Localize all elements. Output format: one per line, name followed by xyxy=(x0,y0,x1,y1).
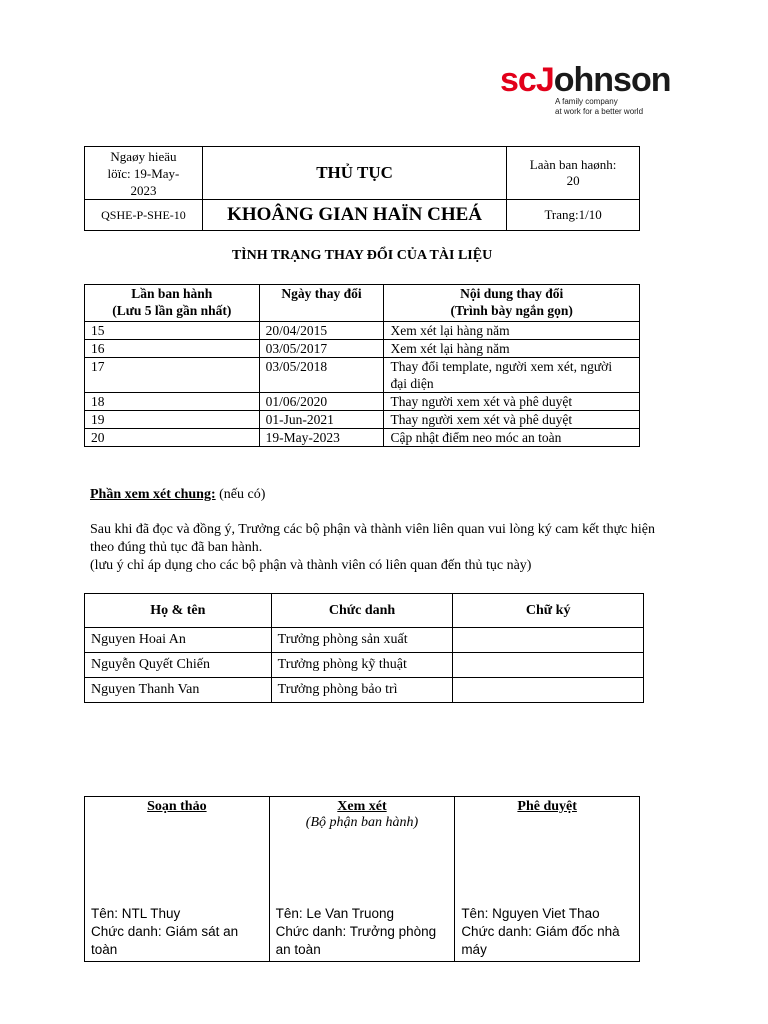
document-header-table xyxy=(84,146,640,231)
edition: Laàn ban haønh: 20 xyxy=(507,147,640,200)
approval-table xyxy=(84,796,640,962)
table-row: 15 20/04/2015 Xem xét lại hàng năm xyxy=(85,322,640,340)
table-row: 17 03/05/2018 Thay đổi template, người xem xét, người đại diện xyxy=(85,358,640,393)
table-row: 19 01-Jun-2021 Thay người xem xét và phê duyệt xyxy=(85,411,640,429)
revision-header-row xyxy=(85,285,640,322)
status-heading: TÌNH TRẠNG THAY ĐỔI CỦA TÀI LIỆU xyxy=(231,248,493,263)
review-text: Sau khi đã đọc và đồng ý, Trưởng các bộ phận và thành viên liên quan vui lòng ký cam kết thực hiện theo đúng thủ tục đã ban hành. (lưu ý chỉ áp dụng cho các bộ phận và thành viên có liên quan đến thủ tục này) xyxy=(90,522,655,573)
signature-cell[interactable] xyxy=(453,628,644,653)
doc-title: KHOÂNG GIAN HAÏN CHEÁ xyxy=(202,200,506,231)
doc-type: THỦ TỤC xyxy=(202,147,506,200)
approval-approved: Phê duyệt Tên: Nguyen Viet Thao Chức danh: Giám đốc nhà máy xyxy=(455,797,640,962)
doc-code: QSHE-P-SHE-10 xyxy=(85,200,203,231)
approval-reviewed: Xem xét (Bộ phận ban hành) Tên: Le Van Truong Chức danh: Trưởng phòng an toàn xyxy=(269,797,455,962)
company-logo xyxy=(500,62,670,122)
signature-cell[interactable] xyxy=(453,653,644,678)
logo-tagline: A family company at work for a better world xyxy=(555,97,644,116)
table-row: 20 19-May-2023 Cập nhật điểm neo móc an toàn xyxy=(85,429,640,447)
table-row: 18 01/06/2020 Thay người xem xét và phê duyệt xyxy=(85,393,640,411)
table-row: Nguyễn Quyết Chiến Trưởng phòng kỹ thuật xyxy=(85,653,644,678)
review-title: Phần xem xét chung: (nếu có) xyxy=(90,487,266,502)
logo-wordmark: scJohnson xyxy=(500,61,671,99)
table-row: Nguyen Hoai An Trưởng phòng sản xuất xyxy=(85,628,644,653)
signature-header-row: Họ & tên Chức danh Chữ ký xyxy=(85,594,644,628)
revision-table xyxy=(84,284,640,447)
revision-col-header: Nội dung thay đổi (Trình bày ngắn gọn) xyxy=(384,285,640,322)
approval-drafted: Soạn thảo Tên: NTL Thuy Chức danh: Giám sát an toàn xyxy=(85,797,270,962)
table-row: 16 03/05/2017 Xem xét lại hàng năm xyxy=(85,340,640,358)
page-number: Trang:1/10 xyxy=(507,200,640,231)
revision-col-header: Lần ban hành (Lưu 5 lần gần nhất) xyxy=(85,285,260,322)
signature-table xyxy=(84,593,644,703)
revision-col-header: Ngày thay đổi xyxy=(259,285,384,322)
effective-date: Ngaøy hieäu löïc: 19-May-2023 xyxy=(85,147,203,200)
table-row: Nguyen Thanh Van Trưởng phòng bảo trì xyxy=(85,678,644,703)
signature-cell[interactable] xyxy=(453,678,644,703)
